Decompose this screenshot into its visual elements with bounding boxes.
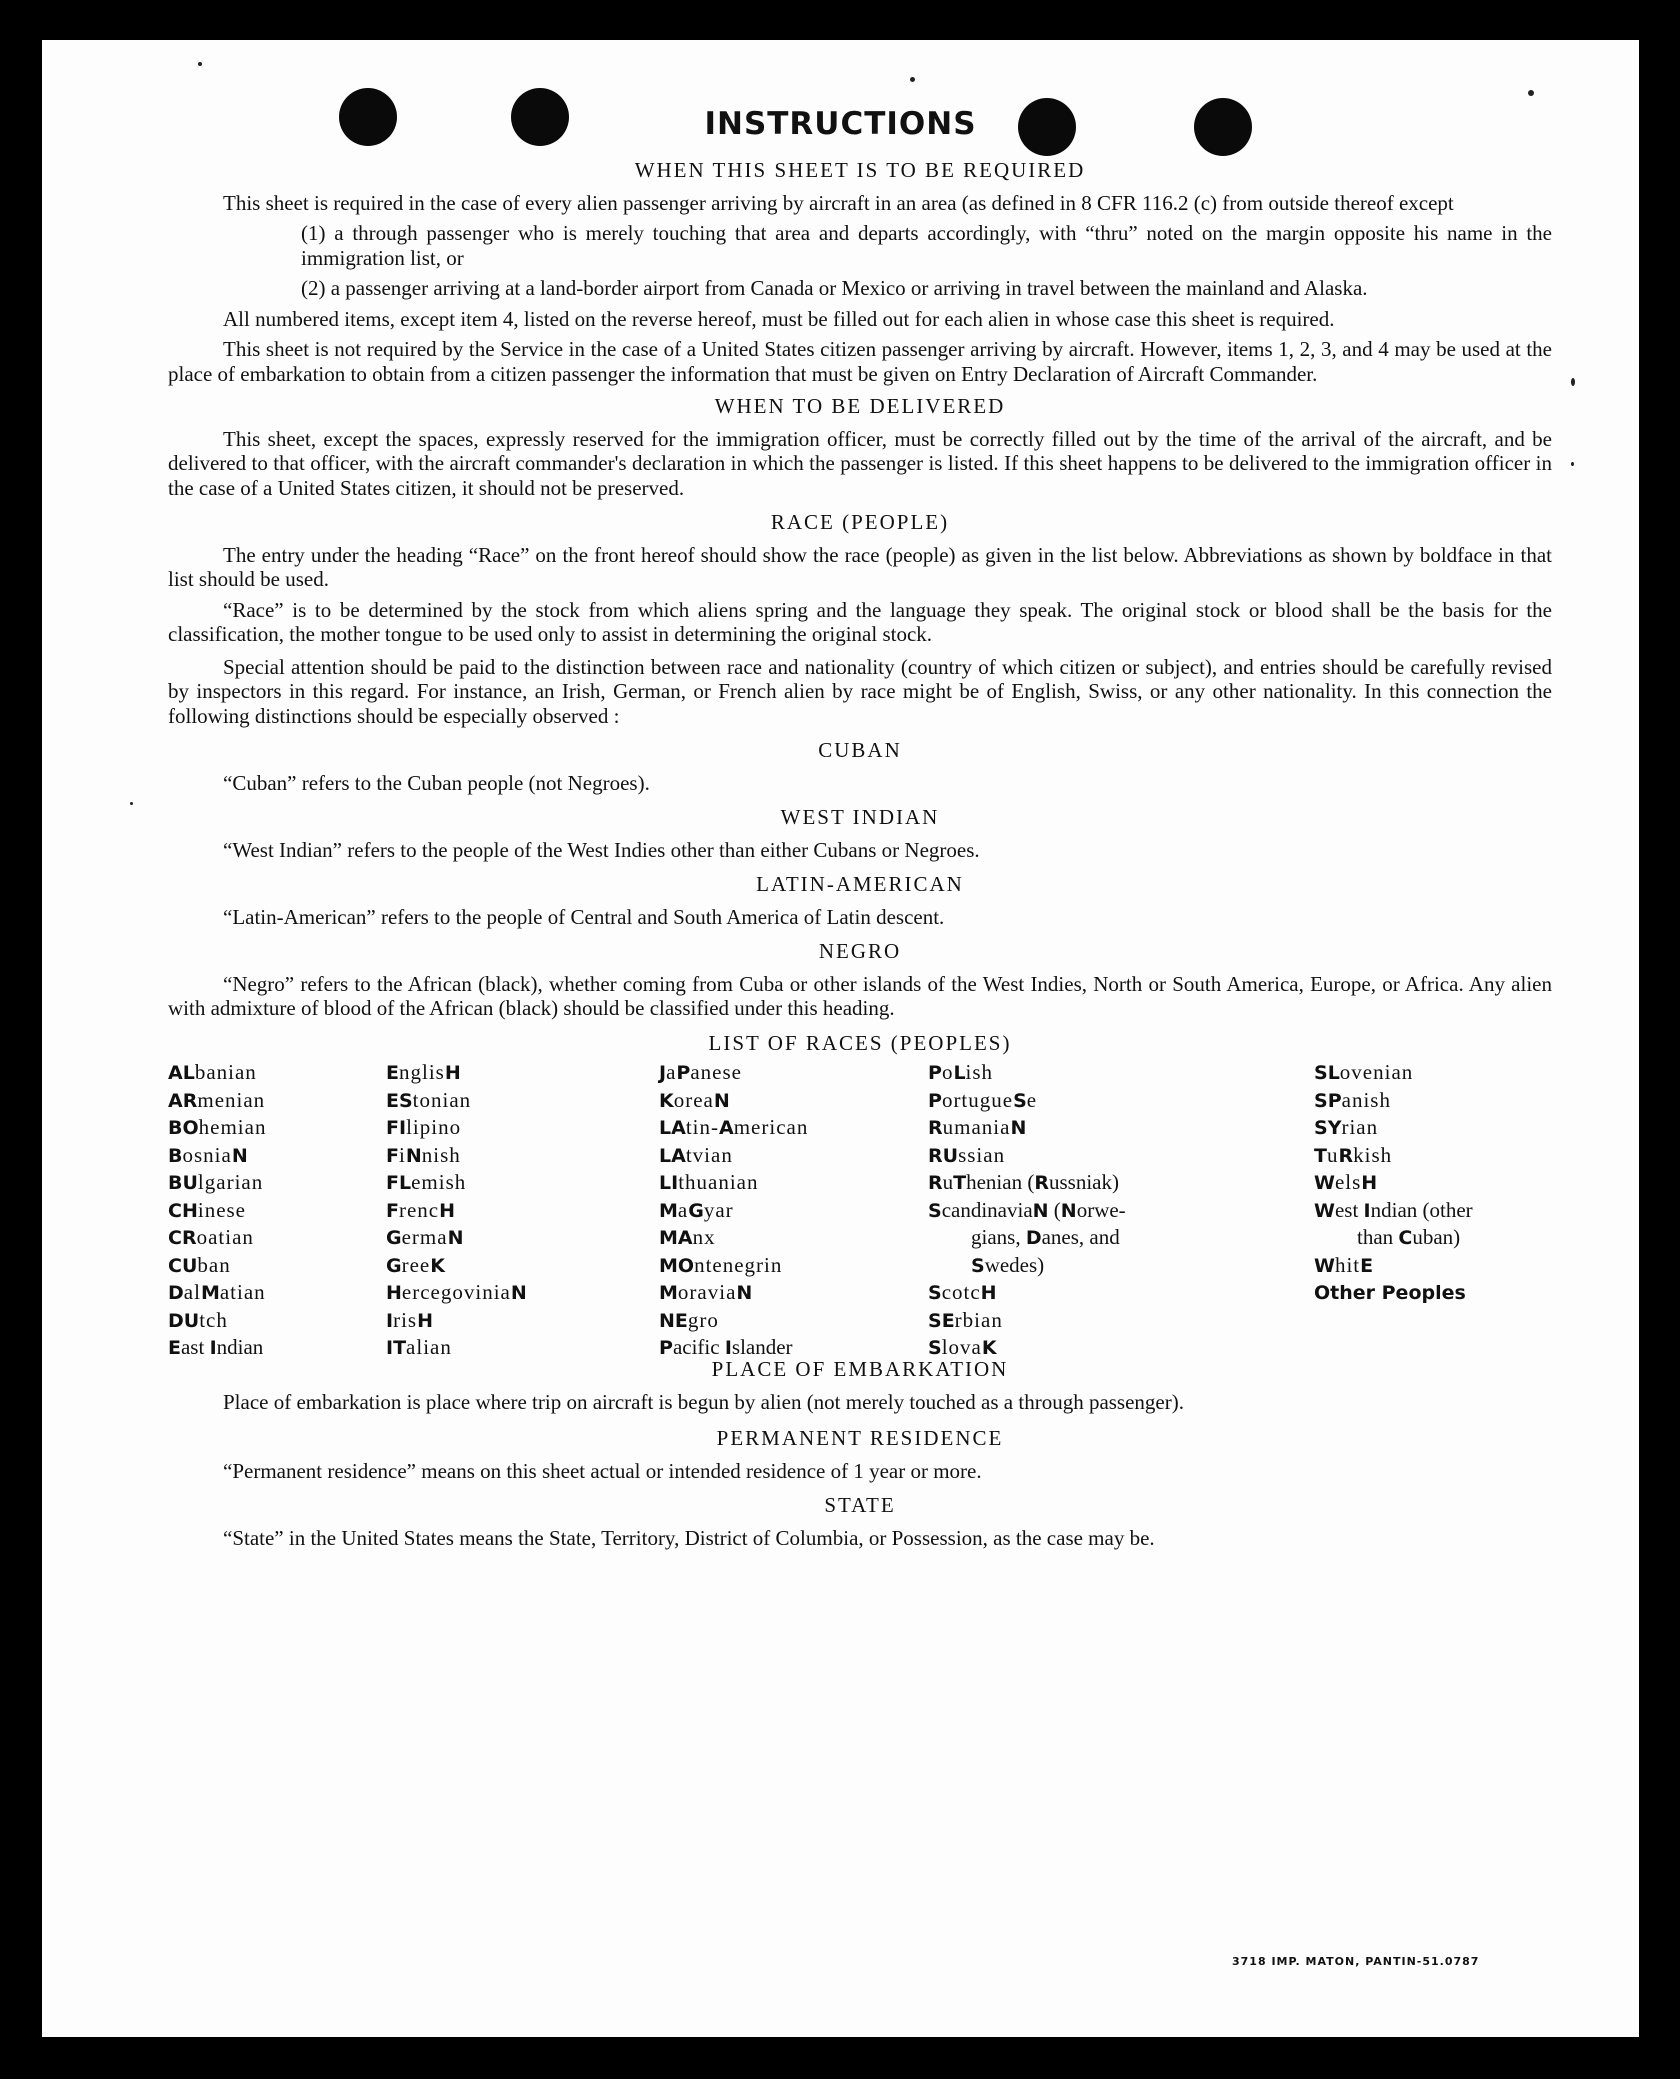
race-entry: gians, Danes, and	[971, 1225, 1120, 1249]
race-entry: WhitE	[1314, 1252, 1374, 1277]
race-entry: ITalian	[386, 1335, 452, 1359]
scan-speck	[198, 62, 202, 66]
paragraph: All numbered items, except item 4, listed on the reverse hereof, must be filled out for each alien in whose case this sheet is required.	[223, 306, 1335, 331]
instructions-body	[168, 158, 1552, 1550]
race-entry: JaPanese	[659, 1060, 742, 1084]
exception-item-2: (2) a passenger arriving at a land-border airport from Canada or Mexico or arriving in travel between the mainland and Alaska.	[301, 276, 1368, 300]
race-entry: FrencH	[386, 1197, 456, 1222]
paragraph: “Cuban” refers to the Cuban people (not Negroes).	[223, 770, 650, 795]
races-column-4	[928, 1059, 1198, 1362]
scan-speck	[910, 77, 915, 82]
scan-speck	[1528, 90, 1534, 96]
paragraph: “Permanent residence” means on this sheet actual or intended residence of 1 year or more.	[223, 1458, 982, 1483]
heading-state: STATE	[824, 1493, 896, 1517]
race-entry: SLovenian	[1314, 1060, 1414, 1084]
heading-latin-american: LATIN-AMERICAN	[756, 872, 964, 896]
race-entry: Pacific Islander	[659, 1335, 793, 1359]
scan-speck	[1571, 462, 1574, 466]
race-entry: MaGyar	[659, 1197, 734, 1222]
heading-when-delivered: WHEN TO BE DELIVERED	[714, 394, 1006, 418]
races-column-2	[386, 1059, 527, 1362]
race-entry: FIlipino	[386, 1115, 462, 1139]
race-entry: SPanish	[1314, 1087, 1391, 1112]
heading-race: RACE (PEOPLE)	[770, 510, 950, 534]
race-entry: EStonian	[386, 1087, 472, 1112]
race-entry: ScotcH	[928, 1280, 997, 1304]
list-of-races	[168, 1059, 1552, 1359]
paragraph: “State” in the United States means the State, Territory, District of Columbia, or Possession, as the case may be.	[223, 1525, 1155, 1550]
race-entry: SYrian	[1314, 1115, 1379, 1139]
race-entry: CHinese	[168, 1197, 247, 1222]
race-entry: NEgro	[659, 1307, 719, 1332]
race-entry: SlovaK	[928, 1335, 997, 1359]
races-column-1	[168, 1059, 266, 1362]
paragraph: “Latin-American” refers to the people of Central and South America of Latin descent.	[223, 904, 945, 929]
paragraph: The entry under the heading “Race” on the front hereof should show the race (people) as given in the list below. Abbreviations as shown by boldface in that list should be used.	[168, 542, 1552, 591]
paragraph: “Negro” refers to the African (black), whether coming from Cuba or other islands of the West Indies, North or South America, Europe, or Africa. Any alien with admixture of blood of the African (black) should be classified under this heading.	[168, 971, 1552, 1020]
race-entry: PoLish	[928, 1060, 994, 1084]
race-entry: MOntenegrin	[659, 1252, 783, 1277]
race-entry: DalMatian	[168, 1280, 266, 1304]
heading-permanent-residence: PERMANENT RESIDENCE	[716, 1426, 1004, 1450]
race-entry: ARmenian	[168, 1087, 266, 1112]
race-entry: WelsH	[1314, 1170, 1378, 1194]
race-entry: MAnx	[659, 1225, 716, 1249]
race-entry: LAtvian	[659, 1142, 733, 1167]
race-entry: RUssian	[928, 1142, 1006, 1167]
races-column-5	[1314, 1059, 1552, 1307]
race-entry: TuRkish	[1314, 1142, 1393, 1167]
race-entry: than Cuban)	[1357, 1225, 1461, 1249]
race-entry: ScandinaviaN (Norwe-	[928, 1197, 1126, 1222]
paragraph: Special attention should be paid to the distinction between race and nationality (country of which citizen or subject), and entries should be carefully revised by inspectors in this regard. For instance, an Irish, German, or French alien by race might be of English, Swiss, or any other nationality. In this connection the following distinctions should be especially observed :	[168, 654, 1552, 728]
race-entry: BOhemian	[168, 1115, 267, 1139]
race-entry: CUban	[168, 1252, 231, 1277]
paragraph: Place of embarkation is place where trip on aircraft is begun by alien (not merely touched as a through passenger).	[223, 1389, 1184, 1414]
heading-west-indian: WEST INDIAN	[780, 805, 940, 829]
race-entry: DUtch	[168, 1307, 228, 1332]
race-entry: GermaN	[386, 1225, 464, 1249]
races-column-3	[659, 1059, 808, 1362]
page-title: INSTRUCTIONS	[704, 106, 977, 142]
race-entry: Other Peoples	[1314, 1282, 1466, 1304]
race-entry: HercegoviniaN	[386, 1280, 527, 1304]
race-entry: RuThenian (Russniak)	[928, 1170, 1119, 1194]
race-entry: IrisH	[386, 1307, 433, 1332]
heading-when-required: WHEN THIS SHEET IS TO BE REQUIRED	[634, 158, 1086, 182]
paragraph: This sheet, except the spaces, expressly reserved for the immigration officer, must be correctly filled out by the time of the arrival of the aircraft, and be delivered to that officer, with the aircraft commander's declaration in which the passenger is listed. If this sheet happens to be delivered to the immigration officer in the case of a United States citizen, it should not be preserved.	[168, 426, 1552, 500]
heading-negro: NEGRO	[818, 939, 902, 963]
document-sheet	[42, 40, 1639, 2037]
race-entry: MoraviaN	[659, 1280, 753, 1304]
race-entry: ALbanian	[168, 1060, 257, 1084]
paragraph: “Race” is to be determined by the stock from which aliens spring and the language they speak. The original stock or blood shall be the basis for the classification, the mother tongue to be used only to assist in determining the original stock.	[168, 597, 1552, 646]
scan-speck	[1571, 378, 1575, 386]
race-entry: RumaniaN	[928, 1115, 1027, 1139]
paragraph: “West Indian” refers to the people of the West Indies other than either Cubans or Negroes.	[223, 837, 980, 862]
race-entry: BosniaN	[168, 1142, 248, 1167]
race-entry: EnglisH	[386, 1060, 461, 1084]
race-entry: LIthuanian	[659, 1170, 759, 1194]
race-entry: BUlgarian	[168, 1170, 264, 1194]
race-entry: SErbian	[928, 1307, 1003, 1332]
paragraph: This sheet is not required by the Service in the case of a United States citizen passenger arriving by aircraft. However, items 1, 2, 3, and 4 may be used at the place of embarkation to obtain from a citizen passenger the information that must be given on Entry Declaration of Aircraft Commander.	[168, 337, 1552, 386]
race-entry: KoreaN	[659, 1087, 730, 1112]
exception-item-1: (1) a through passenger who is merely touching that area and departs accordingly, with “thru” noted on the margin opposite his name in the immigration list, or	[301, 221, 1552, 270]
heading-list-of-races: LIST OF RACES (PEOPLES)	[708, 1030, 1012, 1055]
race-entry: FiNnish	[386, 1142, 461, 1167]
scan-speck	[130, 802, 133, 805]
printer-imprint: 3718 IMP. MATON, PANTIN-51.0787	[1232, 1955, 1480, 1968]
race-entry: East Indian	[168, 1335, 264, 1359]
race-entry: FLemish	[386, 1170, 467, 1194]
race-entry: PortugueSe	[928, 1087, 1038, 1112]
heading-place-of-embarkation: PLACE OF EMBARKATION	[711, 1357, 1009, 1381]
race-entry: West Indian (other	[1314, 1197, 1473, 1222]
race-entry: GreeK	[386, 1252, 445, 1277]
race-entry: LAtin-American	[659, 1115, 809, 1139]
race-entry: Swedes)	[971, 1252, 1045, 1277]
paragraph: This sheet is required in the case of every alien passenger arriving by aircraft in an area (as defined in 8 CFR 116.2 (c) from outside thereof except	[223, 190, 1454, 215]
race-entry: CRoatian	[168, 1225, 254, 1249]
heading-cuban: CUBAN	[818, 738, 902, 762]
